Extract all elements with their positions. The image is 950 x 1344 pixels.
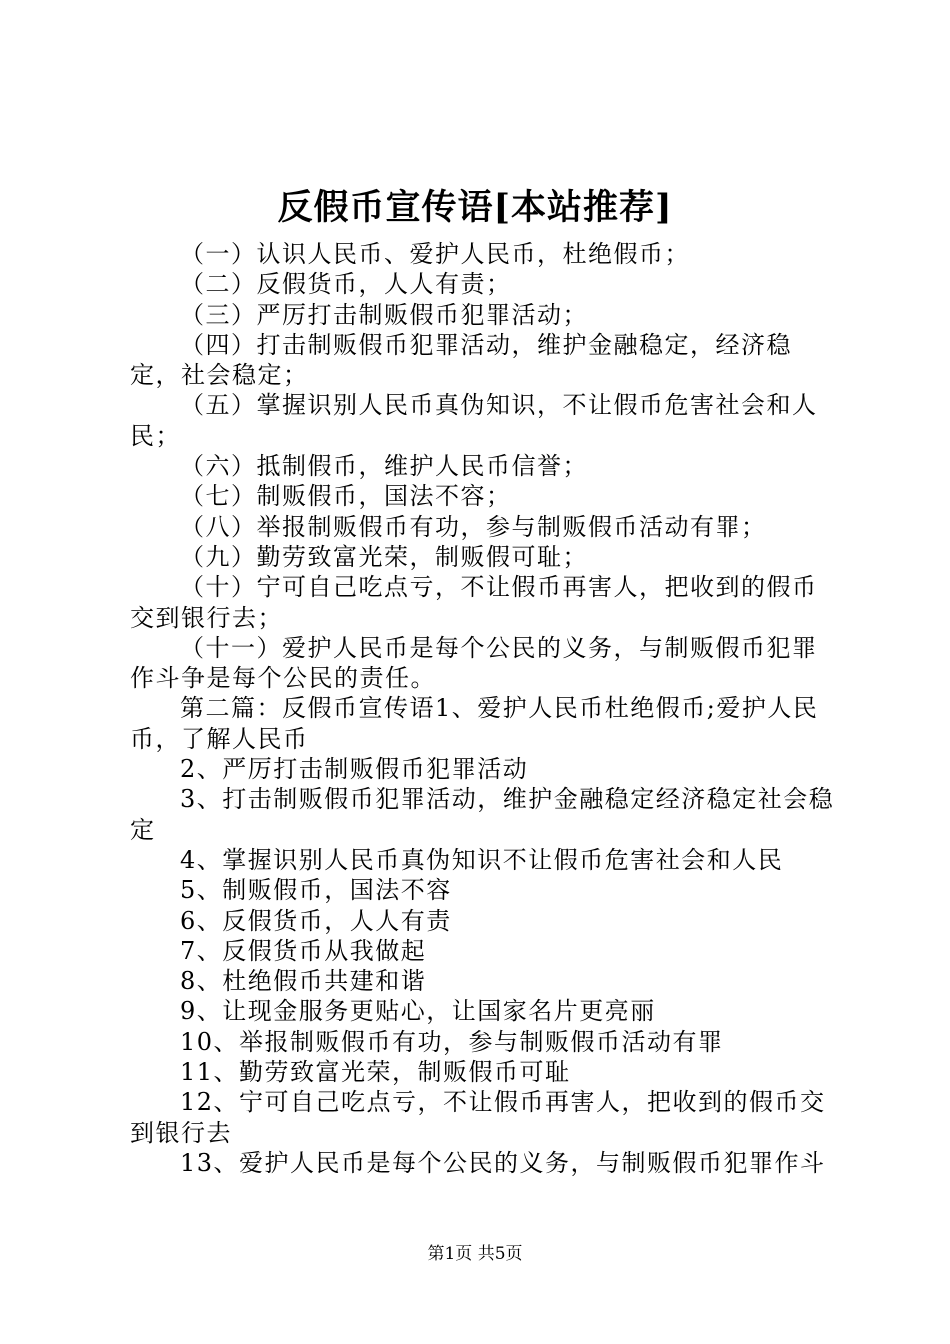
paragraph: （十）宁可自己吃点亏，不让假币再害人，把收到的假币交到银行去； xyxy=(130,573,818,632)
paragraph: 2、严厉打击制贩假币犯罪活动 xyxy=(180,755,529,784)
paragraph: 4、掌握识别人民币真伪知识不让假币危害社会和人民 xyxy=(180,845,784,874)
paragraph: （七）制贩假币，国法不容； xyxy=(180,482,512,511)
paragraph: （六）抵制假币，维护人民币信誉； xyxy=(180,452,588,481)
document-body xyxy=(130,239,835,1178)
paragraph: （五）掌握识别人民币真伪知识，不让假币危害社会和人民； xyxy=(130,391,818,450)
document-title: 反假币宣传语[本站推荐] xyxy=(277,187,673,228)
paragraph: 3、打击制贩假币犯罪活动，维护金融稳定经济稳定社会稳定 xyxy=(130,785,835,844)
paragraph: （三）严厉打击制贩假币犯罪活动； xyxy=(180,300,588,329)
paragraph: （十一）爱护人民币是每个公民的义务，与制贩假币犯罪作斗争是每个公民的责任。 xyxy=(130,633,818,693)
paragraph: 9、让现金服务更贴心，让国家名片更亮丽 xyxy=(180,997,656,1026)
paragraph: 10、举报制贩假币有功，参与制贩假币活动有罪 xyxy=(180,1027,724,1056)
paragraph: 7、反假货币从我做起 xyxy=(180,936,427,965)
paragraph: 11、勤劳致富光荣，制贩假币可耻 xyxy=(180,1058,571,1087)
paragraph: 13、爱护人民币是每个公民的义务，与制贩假币犯罪作斗 xyxy=(180,1148,826,1177)
paragraph: 8、杜绝假币共建和谐 xyxy=(180,967,427,996)
paragraph: 5、制贩假币，国法不容 xyxy=(180,876,452,905)
paragraph: （九）勤劳致富光荣，制贩假可耻； xyxy=(180,542,588,571)
paragraph: （八）举报制贩假币有功，参与制贩假币活动有罪； xyxy=(180,512,767,541)
paragraph: 6、反假货币，人人有责 xyxy=(180,906,452,935)
paragraph: （一）认识人民币、爱护人民币，杜绝假币； xyxy=(180,240,690,268)
paragraph: （二）反假货币，人人有责； xyxy=(180,270,512,299)
paragraph: 12、宁可自己吃点亏，不让假币再害人，把收到的假币交到银行去 xyxy=(130,1088,826,1147)
page-footer: 第1页 共5页 xyxy=(427,1244,523,1264)
paragraph: （四）打击制贩假币犯罪活动，维护金融稳定，经济稳定，社会稳定； xyxy=(130,330,792,390)
paragraph: 第二篇：反假币宣传语1、爱护人民币杜绝假币;爱护人民币，了解人民币 xyxy=(130,694,819,753)
